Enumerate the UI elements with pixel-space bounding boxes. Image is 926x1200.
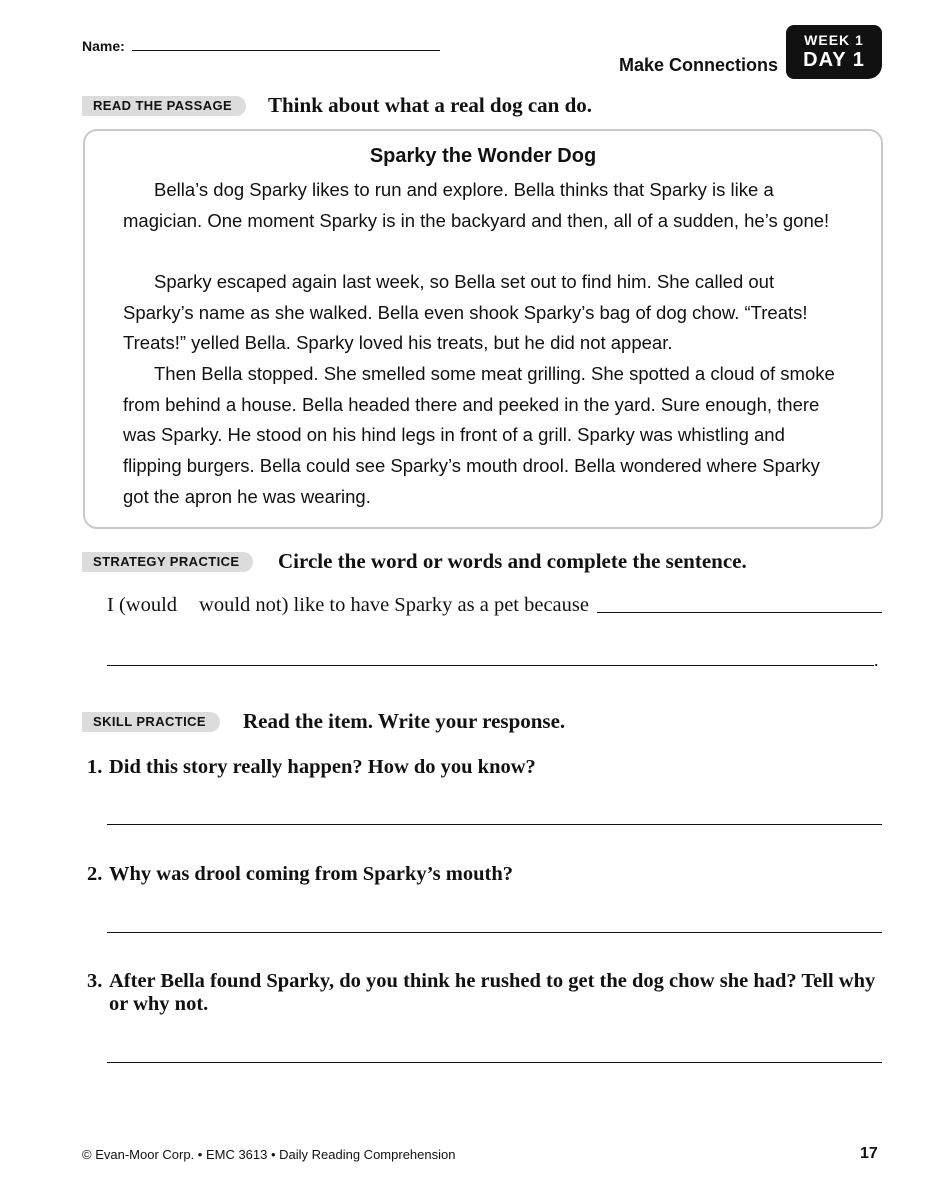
answer-line-question-3[interactable] [107, 1062, 882, 1063]
question-1 [87, 756, 887, 779]
question-text-continued: or why not. [109, 993, 209, 1015]
week-day-badge [786, 25, 882, 79]
sentence-end-period: . [874, 650, 879, 670]
question-text: After Bella found Sparky, do you think he rushed to get the dog chow she had? Tell why [109, 970, 876, 992]
question-number: 3. [87, 970, 103, 992]
passage-paragraph-1: Bella’s dog Sparky likes to run and explore. Bella thinks that Sparky is like a magician. One moment Sparky is in the backyard and then, all of a sudden, he’s gone! [123, 179, 830, 231]
skill-practice-tab: SKILL PRACTICE [82, 712, 220, 732]
question-text: Why was drool coming from Sparky’s mouth? [109, 863, 513, 885]
read-passage-instruction: Think about what a real dog can do. [268, 93, 593, 117]
strategy-practice-tab: STRATEGY PRACTICE [82, 552, 253, 572]
name-write-line[interactable] [132, 50, 440, 51]
name-label: Name: [82, 38, 125, 54]
day-label: DAY 1 [803, 49, 865, 71]
answer-line-question-2[interactable] [107, 932, 882, 933]
section-title: Make Connections [618, 55, 778, 75]
footer-credit: © Evan-Moor Corp. • EMC 3613 • Daily Reading Comprehension [82, 1147, 456, 1162]
answer-line-strategy-1[interactable] [597, 612, 882, 613]
page-number: 17 [860, 1145, 878, 1162]
question-3 [87, 970, 887, 1016]
choice-would[interactable]: I (would [107, 594, 178, 616]
passage-title: Sparky the Wonder Dog [369, 145, 597, 167]
skill-instruction: Read the item. Write your response. [243, 709, 566, 733]
question-number: 2. [87, 863, 103, 885]
question-number: 1. [87, 756, 103, 778]
passage-paragraph-2: Sparky escaped again last week, so Bella set out to find him. She called out Sparky’s name as she walked. Bella even shook Sparky’s bag of dog chow. “Treats! Treats!” yelled Bella. Sparky loved his treats, but he did not appear. [123, 271, 808, 354]
week-label: WEEK 1 [804, 32, 864, 48]
question-text: Did this story really happen? How do you know? [109, 756, 536, 778]
answer-line-question-1[interactable] [107, 824, 882, 825]
passage-paragraph-3: Then Bella stopped. She smelled some meat grilling. She spotted a cloud of smoke from behind a house. Bella headed there and peeked in the yard. Sure enough, there was Sparky. He stood on his hind legs in front of a grill. Sparky was whistling and flipping burgers. Bella could see Sparky’s mouth drool. Bella wondered where Sparky got the apron he was wearing. [123, 363, 835, 507]
answer-line-strategy-2[interactable] [107, 665, 874, 666]
choice-would-not[interactable]: would not) like to have Sparky as a pet because [199, 594, 589, 616]
read-passage-tab: READ THE PASSAGE [82, 96, 246, 116]
strategy-sentence [107, 594, 589, 617]
strategy-instruction: Circle the word or words and complete the sentence. [278, 549, 747, 573]
question-2 [87, 863, 887, 886]
